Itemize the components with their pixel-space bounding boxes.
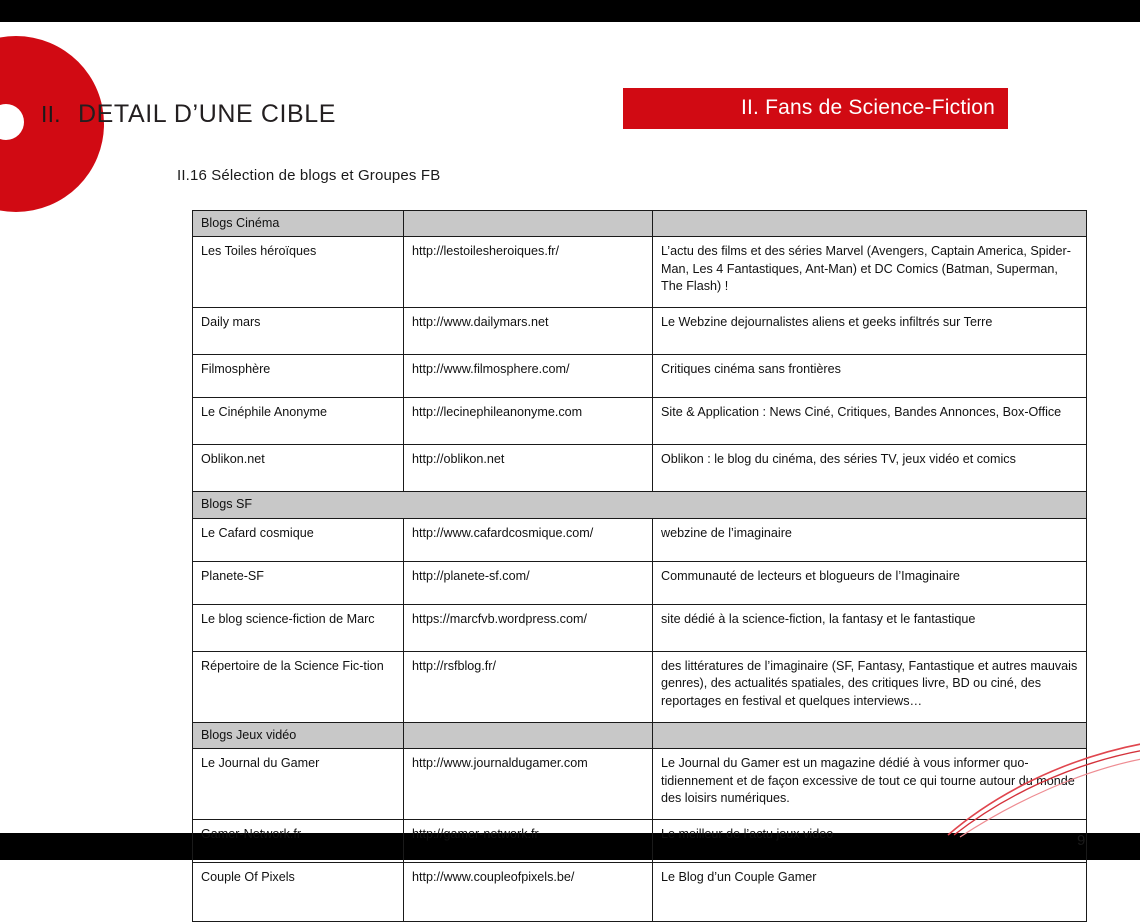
blogs-table-body bbox=[193, 211, 1087, 922]
cell-blog-name: Couple Of Pixels bbox=[193, 863, 404, 922]
section-badge-label: II. Fans de Science-Fiction bbox=[740, 96, 995, 119]
table-row bbox=[193, 820, 1087, 863]
table-row bbox=[193, 445, 1087, 492]
cell-blog-name: Le blog science-fiction de Marc bbox=[193, 604, 404, 651]
section-header-label: Blogs Jeux vidéo bbox=[193, 722, 404, 748]
table-row bbox=[193, 308, 1087, 355]
section-header-label: Blogs Cinéma bbox=[193, 211, 404, 237]
cell-blog-url[interactable]: http://lestoilesheroiques.fr/ bbox=[404, 237, 653, 308]
cell-blog-name: Le Journal du Gamer bbox=[193, 749, 404, 820]
cell-blog-description: Site & Application : News Ciné, Critiques, Bandes Annonces, Box-Office bbox=[653, 398, 1087, 445]
cell-blog-description: webzine de l’imaginaire bbox=[653, 518, 1087, 561]
table-section-header-row bbox=[193, 492, 1087, 518]
letterbox-bar-top bbox=[0, 0, 1140, 22]
section-header-label: Blogs SF bbox=[193, 492, 1087, 518]
slide-canvas bbox=[0, 22, 1140, 885]
cell-blog-description: Le Blog d’un Couple Gamer bbox=[653, 863, 1087, 922]
table-row bbox=[193, 518, 1087, 561]
section-header-filler bbox=[404, 211, 653, 237]
cell-blog-url[interactable]: http://www.cafardcosmique.com/ bbox=[404, 518, 653, 561]
cell-blog-name: Les Toiles héroïques bbox=[193, 237, 404, 308]
cell-blog-description: Le Journal du Gamer est un magazine dédié à vous informer quo-tidiennement et de façon excessive de tout ce qui tourne autour du monde des loisirs numériques. bbox=[653, 749, 1087, 820]
cell-blog-url[interactable]: http://www.journaldugamer.com bbox=[404, 749, 653, 820]
cell-blog-url[interactable]: http://gamer-network.fr bbox=[404, 820, 653, 863]
table-row bbox=[193, 651, 1087, 722]
cell-blog-description: des littératures de l’imaginaire (SF, Fantasy, Fantastique et autres mauvais genres), des actualités spatiales, des critiques livre, BD ou ciné, des reportages en festival et quelques interviews… bbox=[653, 651, 1087, 722]
cell-blog-url[interactable]: http://lecinephileanonyme.com bbox=[404, 398, 653, 445]
cell-blog-url[interactable]: http://www.filmosphere.com/ bbox=[404, 355, 653, 398]
cell-blog-name: Planete-SF bbox=[193, 561, 404, 604]
table-row bbox=[193, 398, 1087, 445]
cell-blog-description: Critiques cinéma sans frontières bbox=[653, 355, 1087, 398]
cell-blog-name: Gamer-Network.fr bbox=[193, 820, 404, 863]
cell-blog-name: Oblikon.net bbox=[193, 445, 404, 492]
cell-blog-url[interactable]: http://rsfblog.fr/ bbox=[404, 651, 653, 722]
cell-blog-name: Filmosphère bbox=[193, 355, 404, 398]
section-header-filler bbox=[404, 722, 653, 748]
blogs-table bbox=[192, 210, 1087, 922]
subsection-title: II.16 Sélection de blogs et Groupes FB bbox=[177, 167, 441, 184]
table-row bbox=[193, 561, 1087, 604]
cell-blog-name: Le Cafard cosmique bbox=[193, 518, 404, 561]
cell-blog-url[interactable]: https://marcfvb.wordpress.com/ bbox=[404, 604, 653, 651]
cell-blog-description: site dédié à la science-fiction, la fantasy et le fantastique bbox=[653, 604, 1087, 651]
cell-blog-description: Communauté de lecteurs et blogueurs de l’Imaginaire bbox=[653, 561, 1087, 604]
section-header-filler bbox=[653, 211, 1087, 237]
cell-blog-url[interactable]: http://oblikon.net bbox=[404, 445, 653, 492]
blogs-table-wrapper bbox=[192, 210, 1086, 922]
table-row bbox=[193, 237, 1087, 308]
cell-blog-description: Le Webzine dejournalistes aliens et geeks infiltrés sur Terre bbox=[653, 308, 1087, 355]
cell-blog-url[interactable]: http://planete-sf.com/ bbox=[404, 561, 653, 604]
cell-blog-name: Daily mars bbox=[193, 308, 404, 355]
cell-blog-url[interactable]: http://www.dailymars.net bbox=[404, 308, 653, 355]
cell-blog-name: Répertoire de la Science Fic-tion bbox=[193, 651, 404, 722]
table-section-header-row bbox=[193, 211, 1087, 237]
section-badge bbox=[623, 88, 1008, 129]
cell-blog-description: Oblikon : le blog du cinéma, des séries TV, jeux vidéo et comics bbox=[653, 445, 1087, 492]
table-row bbox=[193, 749, 1087, 820]
cell-blog-description: Le meilleur de l’actu jeux video bbox=[653, 820, 1087, 863]
table-row bbox=[193, 604, 1087, 651]
page-title: DETAIL D’UNE CIBLE bbox=[78, 100, 337, 128]
section-header-filler bbox=[653, 722, 1087, 748]
header-section-number: II. bbox=[41, 101, 61, 127]
cell-blog-url[interactable]: http://www.coupleofpixels.be/ bbox=[404, 863, 653, 922]
table-row bbox=[193, 355, 1087, 398]
cell-blog-name: Le Cinéphile Anonyme bbox=[193, 398, 404, 445]
table-row bbox=[193, 863, 1087, 922]
page-number: 9 bbox=[1077, 832, 1086, 849]
table-section-header-row bbox=[193, 722, 1087, 748]
cell-blog-description: L’actu des films et des séries Marvel (Avengers, Captain America, Spider-Man, Les 4 Fantastiques, Ant-Man) et DC Comics (Batman, Superman, The Flash) ! bbox=[653, 237, 1087, 308]
